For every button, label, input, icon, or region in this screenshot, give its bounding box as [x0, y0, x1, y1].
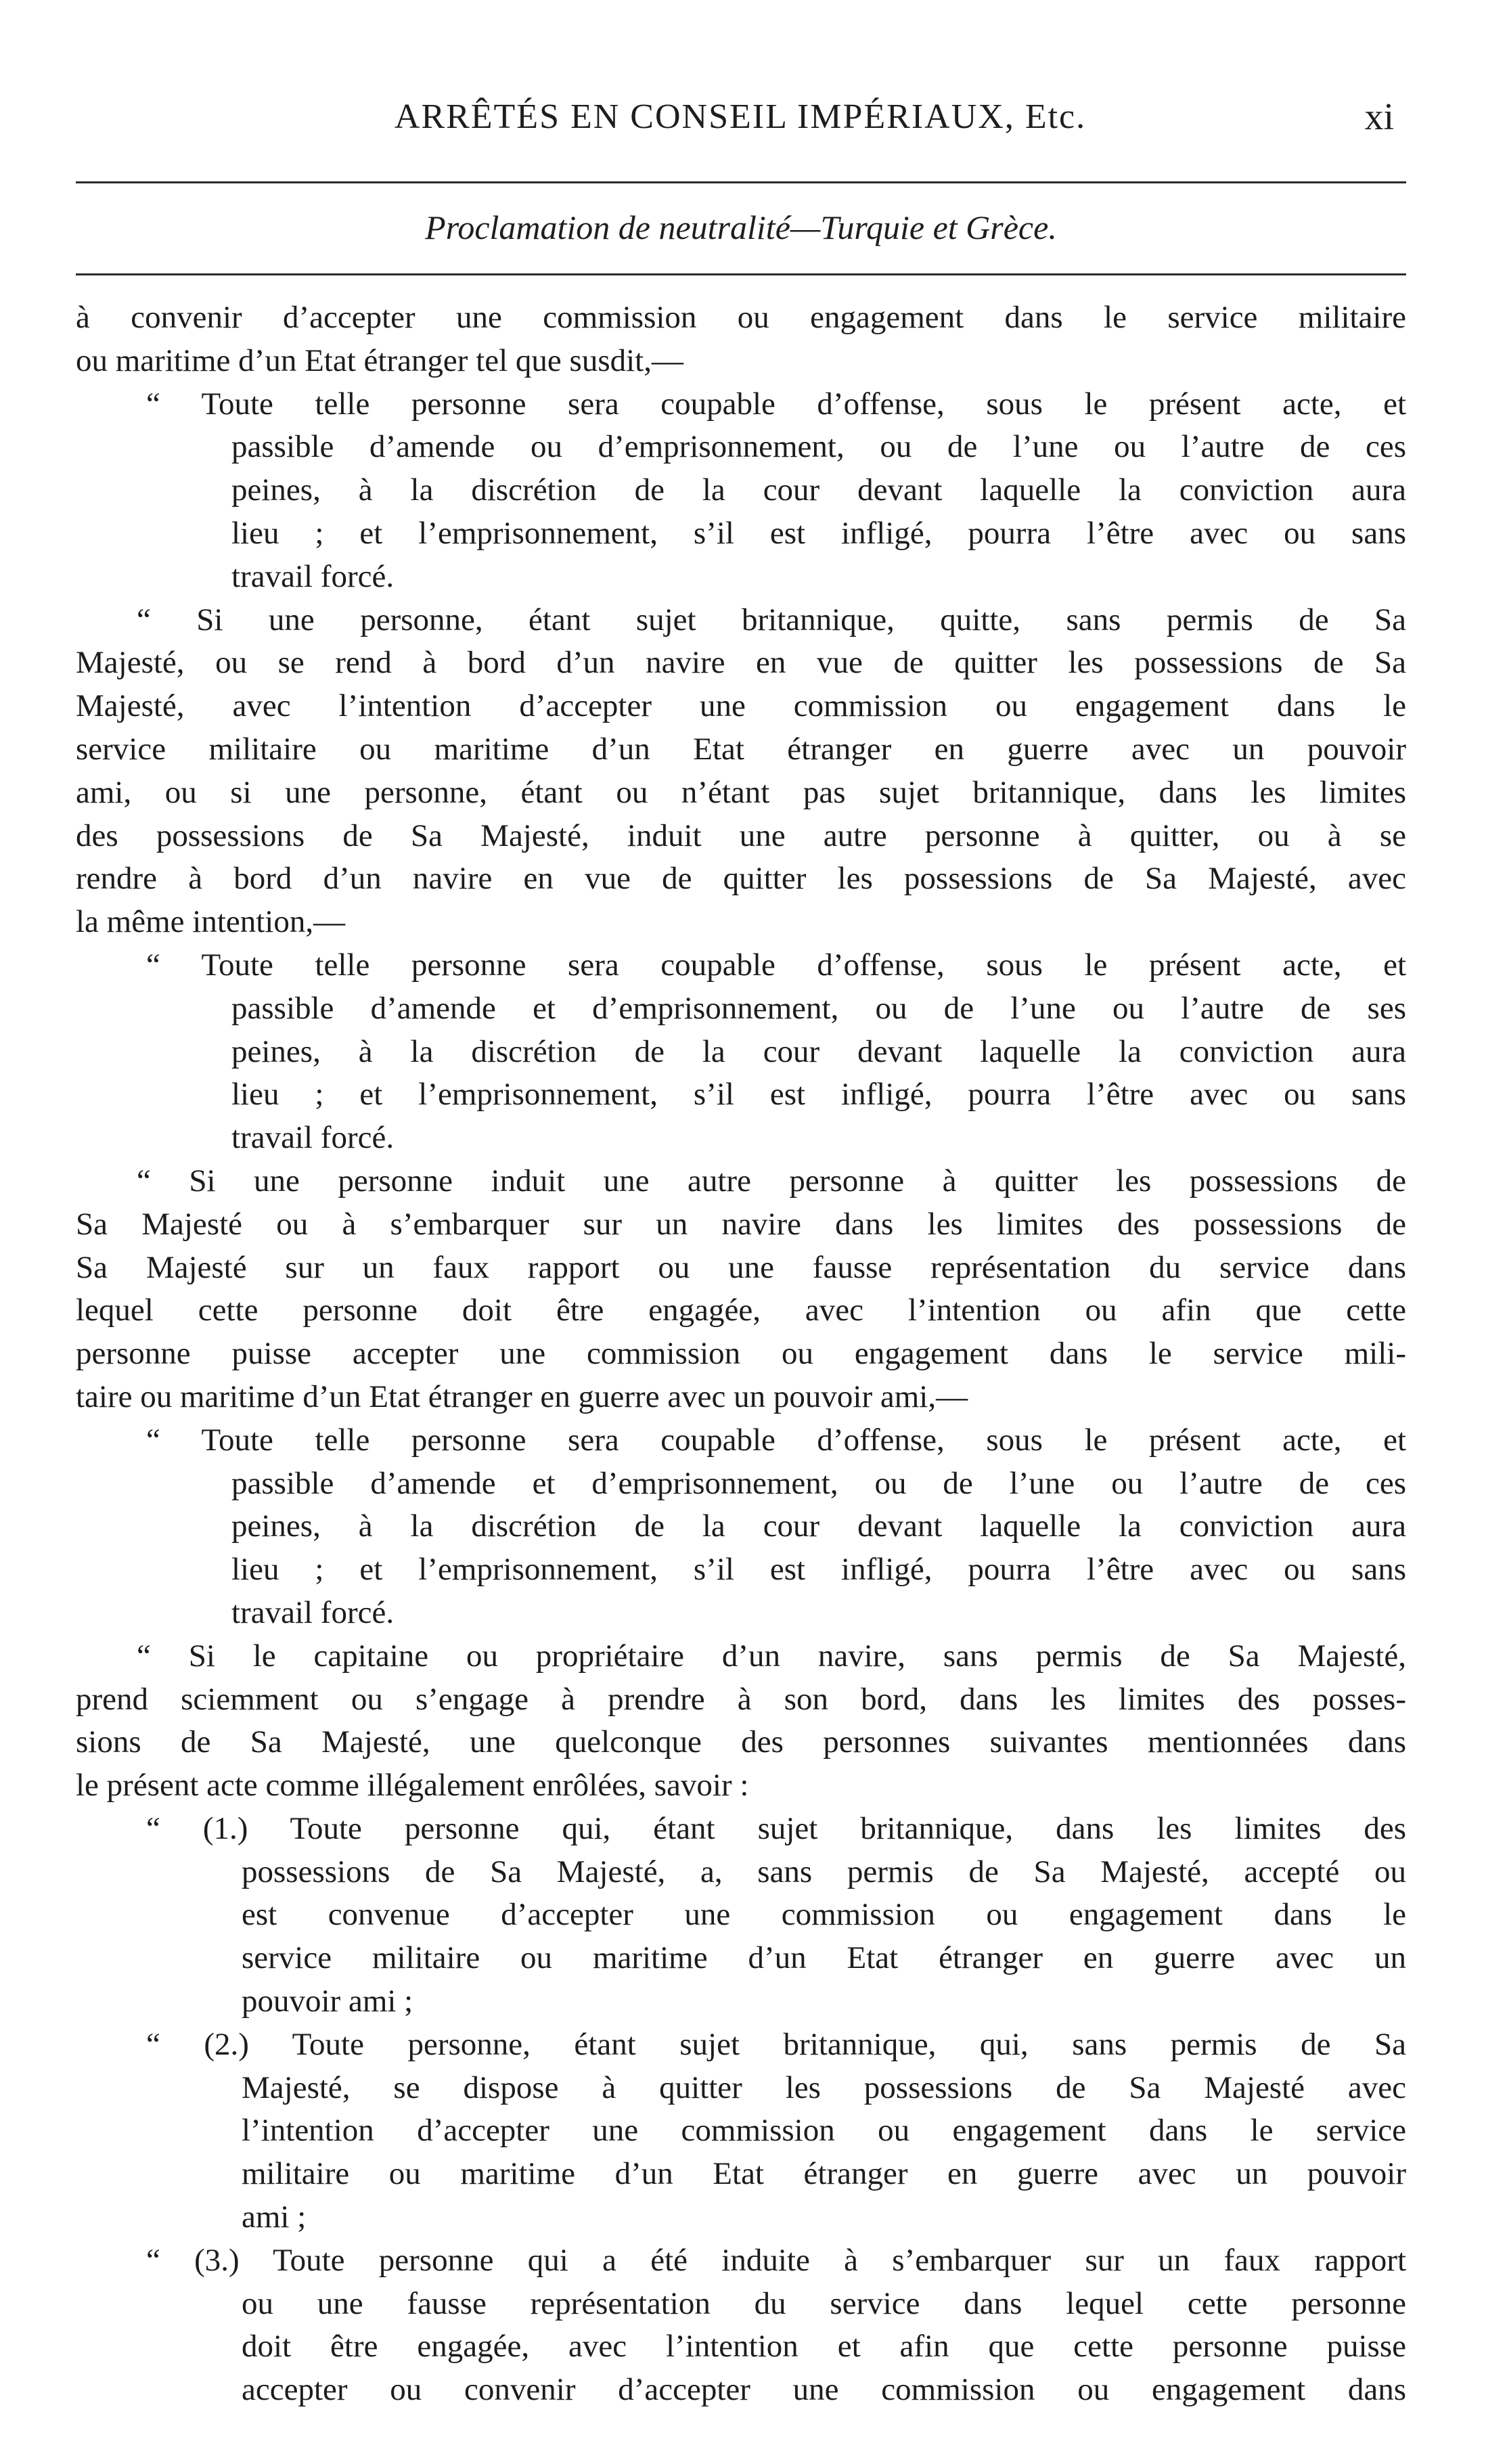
text-line: lieu ; et l’emprisonnement, s’il est infligé, pourra l’être avec ou sans [231, 1552, 1406, 1588]
header-rule-top [76, 181, 1406, 183]
text-line: passible d’amende et d’emprisonnement, ou de l’une ou l’autre de ces [231, 1465, 1406, 1501]
text-line: le présent acte comme illégalement enrôlées, savoir : [76, 1768, 749, 1804]
text-line: “ (2.) Toute personne, étant sujet britannique, qui, sans permis de Sa [146, 2026, 1406, 2062]
text-line: lieu ; et l’emprisonnement, s’il est infligé, pourra l’être avec ou sans [231, 1077, 1406, 1113]
text-line: ou maritime d’un Etat étranger tel que susdit,— [76, 342, 683, 378]
text-line: peines, à la discrétion de la cour devant laquelle la conviction aura [231, 1033, 1406, 1069]
text-line: peines, à la discrétion de la cour devant laquelle la conviction aura [231, 1508, 1406, 1544]
text-line: service militaire ou maritime d’un Etat étranger en guerre avec un pouvoir [76, 731, 1406, 767]
text-line: peines, à la discrétion de la cour devant laquelle la conviction aura [231, 472, 1406, 508]
text-line: “ Si une personne, étant sujet britannique, quitte, sans permis de Sa [137, 602, 1406, 637]
text-line: des possessions de Sa Majesté, induit une autre personne à quitter, ou à se [76, 817, 1406, 853]
text-line: passible d’amende et d’emprisonnement, ou de l’une ou l’autre de ses [231, 990, 1406, 1026]
running-title: ARRÊTÉS EN CONSEIL IMPÉRIAUX, Etc. [394, 97, 1087, 136]
text-line: Sa Majesté sur un faux rapport ou une fausse représentation du service dans [76, 1249, 1406, 1285]
text-line: personne puisse accepter une commission ou engagement dans le service mili- [76, 1336, 1406, 1372]
text-line: possessions de Sa Majesté, a, sans permis de Sa Majesté, accepté ou [242, 1854, 1406, 1889]
text-line: “ Toute telle personne sera coupable d’offense, sous le présent acte, et [146, 386, 1406, 422]
text-line: pouvoir ami ; [242, 1984, 413, 2019]
text-line: doit être engagée, avec l’intention et afin que cette personne puisse [242, 2329, 1406, 2365]
text-line: “ Toute telle personne sera coupable d’offense, sous le présent acte, et [146, 947, 1406, 983]
text-line: Sa Majesté ou à s’embarquer sur un navire dans les limites des possessions de [76, 1206, 1406, 1242]
text-line: Majesté, se dispose à quitter les possessions de Sa Majesté avec [242, 2069, 1406, 2105]
page-number: xi [1364, 96, 1394, 138]
text-line: “ (1.) Toute personne qui, étant sujet britannique, dans les limites des [146, 1810, 1406, 1846]
text-line: lieu ; et l’emprisonnement, s’il est infligé, pourra l’être avec ou sans [231, 515, 1406, 551]
text-line: lequel cette personne doit être engagée, avec l’intention ou afin que cette [76, 1293, 1406, 1328]
text-line: ou une fausse représentation du service dans lequel cette personne [242, 2285, 1406, 2321]
header-rule-bottom [76, 273, 1406, 275]
text-line: ami, ou si une personne, étant ou n’étant pas sujet britannique, dans les limites [76, 774, 1406, 810]
text-line: “ Toute telle personne sera coupable d’offense, sous le présent acte, et [146, 1422, 1406, 1458]
text-line: travail forcé. [231, 558, 395, 594]
text-line: ami ; [242, 2199, 307, 2235]
text-line: service militaire ou maritime d’un Etat étranger en guerre avec un [242, 1940, 1406, 1976]
text-line: Majesté, ou se rend à bord d’un navire en vue de quitter les possessions de Sa [76, 645, 1406, 681]
text-line: accepter ou convenir d’accepter une commission ou engagement dans [242, 2372, 1406, 2408]
text-line: est convenue d’accepter une commission ou engagement dans le [242, 1897, 1406, 1933]
text-line: passible d’amende ou d’emprisonnement, ou de l’une ou l’autre de ces [231, 429, 1406, 465]
text-line: “ Si une personne induit une autre personne à quitter les possessions de [137, 1163, 1406, 1199]
text-line: taire ou maritime d’un Etat étranger en guerre avec un pouvoir ami,— [76, 1379, 968, 1414]
page-header [74, 87, 1406, 148]
text-line: Majesté, avec l’intention d’accepter une commission ou engagement dans le [76, 688, 1406, 724]
text-line: “ (3.) Toute personne qui a été induite à s’embarquer sur un faux rapport [146, 2242, 1406, 2278]
text-line: la même intention,— [76, 904, 346, 940]
body-text [76, 296, 1406, 2412]
text-line: militaire ou maritime d’un Etat étranger en guerre avec un pouvoir [242, 2156, 1406, 2192]
text-line: l’intention d’accepter une commission ou engagement dans le service [242, 2113, 1406, 2149]
section-subtitle: Proclamation de neutralité—Turquie et Grèce. [425, 208, 1057, 246]
text-line: rendre à bord d’un navire en vue de quitter les possessions de Sa Majesté, avec [76, 861, 1406, 897]
text-line: travail forcé. [231, 1120, 395, 1156]
text-line: “ Si le capitaine ou propriétaire d’un navire, sans permis de Sa Majesté, [137, 1638, 1406, 1674]
text-line: à convenir d’accepter une commission ou engagement dans le service militaire [76, 300, 1406, 335]
text-line: sions de Sa Majesté, une quelconque des personnes suivantes mentionnées dans [76, 1724, 1406, 1760]
text-line: travail forcé. [231, 1594, 395, 1630]
text-line: prend sciemment ou s’engage à prendre à son bord, dans les limites des posses- [76, 1681, 1406, 1717]
